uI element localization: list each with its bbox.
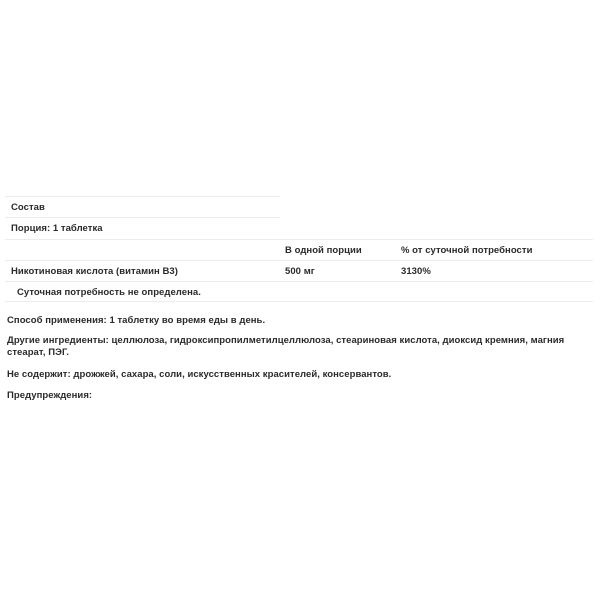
header-daily-value: % от суточной потребности [401,245,533,256]
warnings-heading: Предупреждения: [7,390,93,401]
other-ingredients-line2: стеарат, ПЭГ. [7,346,69,358]
usage-text: Способ применения: 1 таблетку во время еды в день. [7,315,266,326]
table-row [5,260,593,281]
daily-value-note: Суточная потребность не определена. [17,287,201,298]
composition-title: Состав [11,202,45,213]
composition-title-row [5,196,280,217]
header-per-serving: В одной порции [285,245,362,256]
ingredient-daily-value: 3130% [401,266,431,277]
ingredient-name: Никотиновая кислота (витамин B3) [11,266,178,277]
serving-row [5,217,280,238]
ingredient-amount: 500 мг [285,266,315,277]
other-ingredients-line1: Другие ингредиенты: целлюлоза, гидроксипропилметилцеллюлоза, стеариновая кислота, диоксид кремния, магния [7,335,565,346]
free-from-text: Не содержит: дрожжей, сахара, соли, искусственных красителей, консервантов. [7,369,392,380]
table-note-row [5,281,593,302]
serving-size: Порция: 1 таблетка [11,223,103,234]
table-header-row [5,239,593,260]
other-ingredients [7,335,592,358]
composition-table [5,196,280,238]
nutrition-table [5,239,593,302]
